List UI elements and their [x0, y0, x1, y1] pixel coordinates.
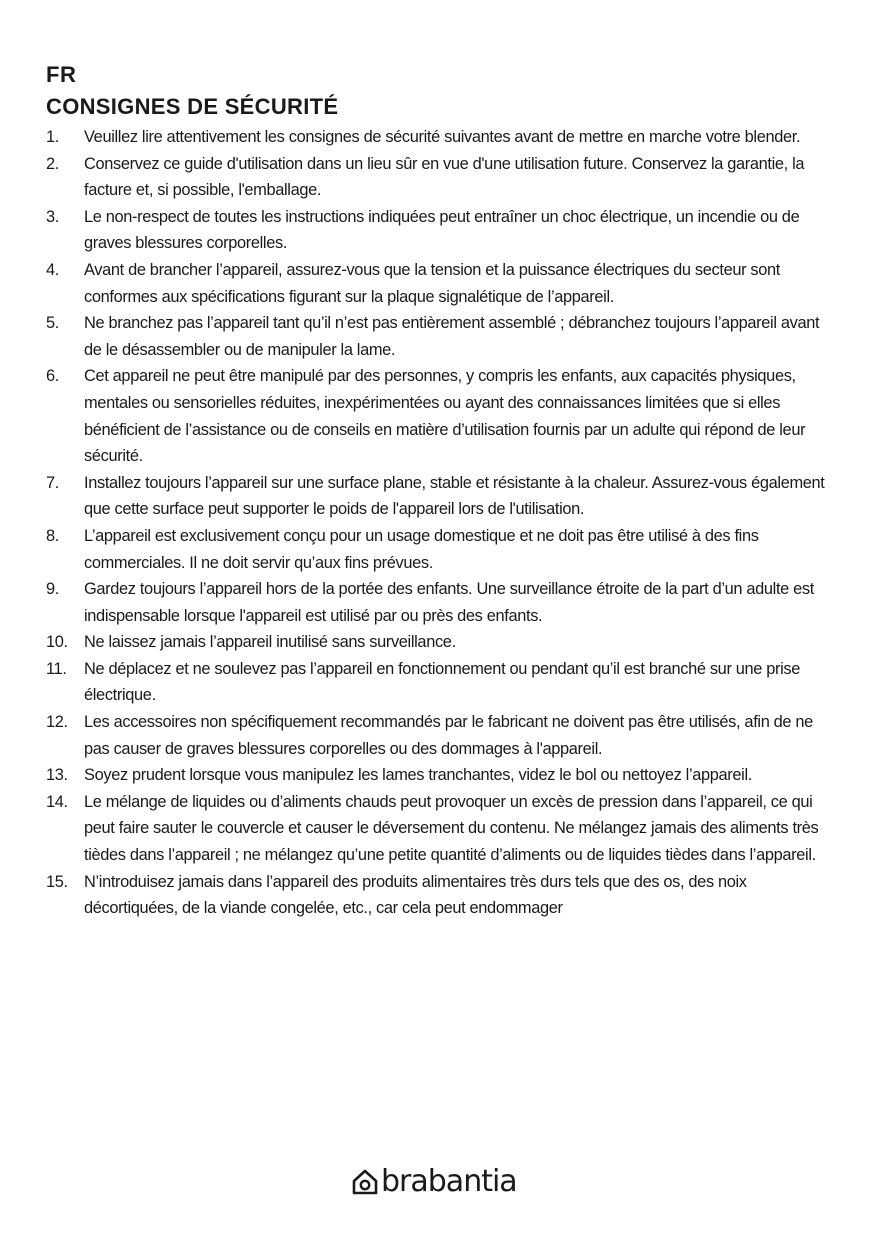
item-number: 8.: [46, 526, 59, 545]
item-text: Soyez prudent lorsque vous manipulez les lames tranchantes, videz le bol ou nettoyez l’appareil.: [84, 766, 752, 785]
item-text: Les accessoires non spécifiquement recommandés par le fabricant ne doivent pas être utilisés, afin de ne pas causer de graves blessures corporelles ou des dommages à l'appareil.: [84, 713, 813, 758]
list-item: [46, 576, 836, 629]
item-text: Gardez toujours l’appareil hors de la portée des enfants. Une surveillance étroite de la part d’un adulte est indispensable lorsque l'appareil est utilisé par ou près des enfants.: [84, 580, 814, 625]
safety-instructions-list: [46, 124, 836, 922]
list-item: [46, 869, 836, 922]
list-item: [46, 257, 836, 310]
brabantia-house-logo-icon: [352, 1169, 378, 1195]
list-item: [46, 470, 836, 523]
list-item: [46, 656, 836, 709]
item-text: Ne laissez jamais l’appareil inutilisé sans surveillance.: [84, 633, 456, 652]
item-text: Veuillez lire attentivement les consignes de sécurité suivantes avant de mettre en marche votre blender.: [84, 128, 801, 146]
item-number: 7.: [46, 473, 59, 492]
brand-logo: [352, 1164, 517, 1199]
item-number: 1.: [46, 128, 59, 146]
item-number: 4.: [46, 260, 59, 279]
item-text: Le non-respect de toutes les instructions indiquées peut entraîner un choc électrique, un incendie ou de graves blessures corporelles.: [84, 207, 800, 253]
list-item: [46, 204, 836, 257]
item-number: 11.: [46, 659, 67, 678]
item-number: 2.: [46, 154, 59, 173]
list-item: [46, 310, 836, 363]
item-number: 6.: [46, 367, 59, 386]
item-text: Installez toujours l’appareil sur une surface plane, stable et résistante à la chaleur. Assurez-vous également que cette surface peut supporter le poids de l'appareil lors de l'utilisation.: [84, 473, 825, 519]
list-item: [46, 762, 836, 789]
page-title: CONSIGNES DE SÉCURITÉ: [46, 94, 339, 119]
item-text: Ne branchez pas l’appareil tant qu’il n’est pas entièrement assemblé ; débranchez toujours l’appareil avant de le désassembler ou de manipuler la lame.: [84, 314, 820, 359]
item-number: 5.: [46, 314, 59, 333]
item-text: Le mélange de liquides ou d’aliments chauds peut provoquer un excès de pression dans l’appareil, ce qui peut faire sauter le couvercle et causer le déversement du contenu. Ne mélangez jamais des aliments très tièdes dans l’appareil ; ne mélangez qu’une petite quantité d’aliments ou de liquides tièdes dans l’appareil.: [84, 792, 819, 865]
list-item: [46, 363, 836, 469]
list-item: [46, 789, 836, 869]
item-number: 14.: [46, 792, 68, 811]
item-text: Avant de brancher l’appareil, assurez-vous que la tension et la puissance électriques du secteur sont conformes aux spécifications figurant sur la plaque signalétique de l’appareil.: [84, 260, 780, 306]
item-number: 13.: [46, 766, 68, 785]
list-item: [46, 709, 836, 762]
list-item: [46, 151, 836, 204]
list-item: [46, 523, 836, 576]
list-item: [46, 124, 836, 151]
item-text: L’appareil est exclusivement conçu pour un usage domestique et ne doit pas être utilisé à des fins commerciales. Il ne doit servir qu’aux fins prévues.: [84, 526, 759, 572]
list-item: [46, 629, 836, 656]
item-number: 3.: [46, 207, 59, 226]
item-text: Ne déplacez et ne soulevez pas l’appareil en fonctionnement ou pendant qu’il est branché sur une prise électrique.: [84, 659, 801, 705]
item-text: N’introduisez jamais dans l’appareil des produits alimentaires très durs tels que des os, des noix décortiquées, de la viande congelée, etc., car cela peut endommager: [84, 872, 747, 918]
item-number: 9.: [46, 580, 59, 599]
item-number: 10.: [46, 633, 68, 652]
item-text: Conservez ce guide d'utilisation dans un lieu sûr en vue d'une utilisation future. Conservez la garantie, la facture et, si possible, l'emballage.: [84, 154, 805, 200]
language-code: FR: [46, 62, 77, 87]
item-text: Cet appareil ne peut être manipulé par des personnes, y compris les enfants, aux capacités physiques, mentales ou sensorielles réduites, inexpérimentées ou ayant des connaissances limitées que si elles bénéficient de l’assistance ou de conseils en matière d’utilisation fournis par un adulte qui répond de leur sécurité.: [84, 367, 806, 466]
item-number: 12.: [46, 713, 68, 732]
item-number: 15.: [46, 872, 68, 891]
brand-name: brabantia: [381, 1164, 517, 1199]
